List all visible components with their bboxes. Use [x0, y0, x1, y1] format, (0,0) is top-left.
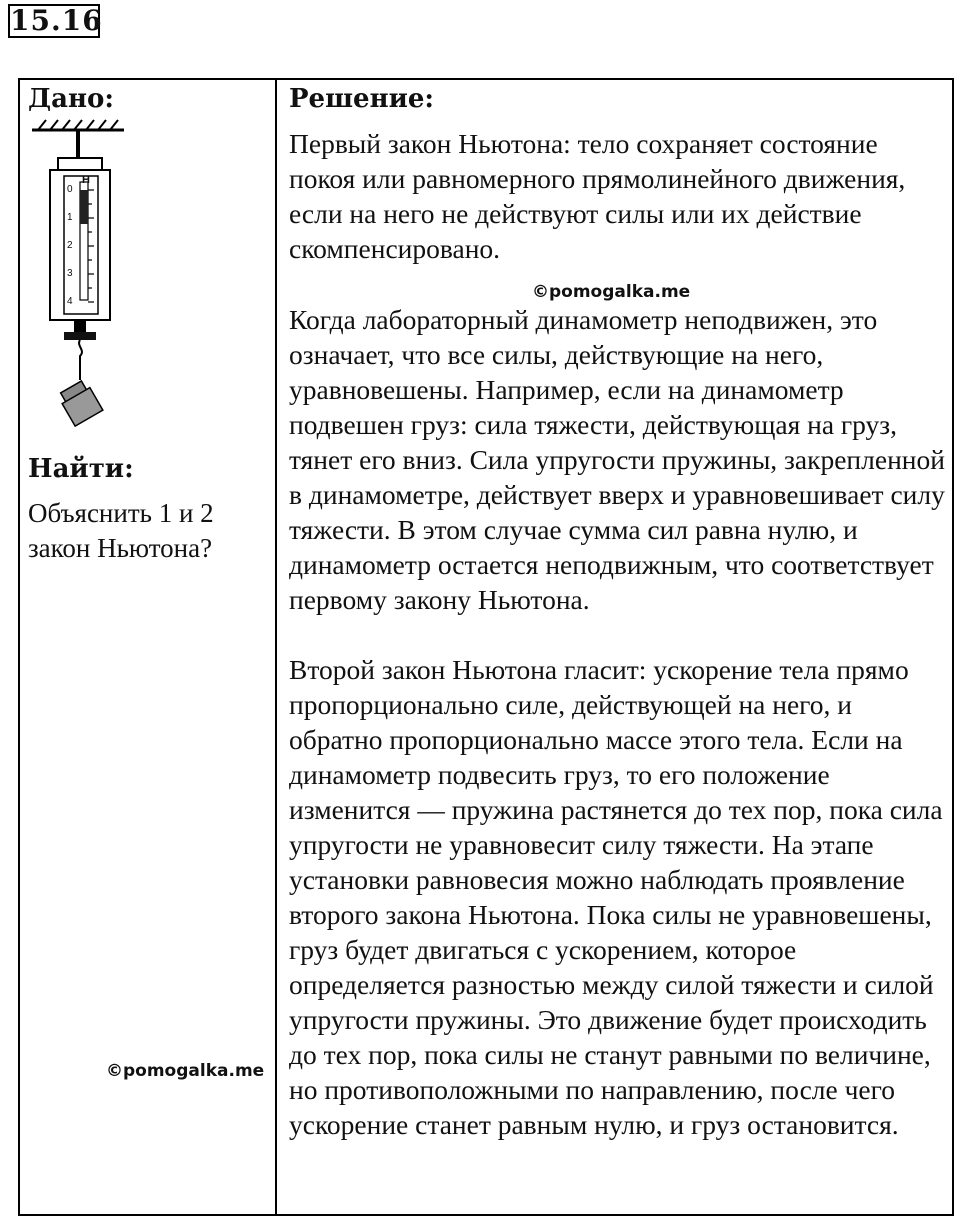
scale-unit: Н: [82, 174, 90, 186]
find-text: Объяснить 1 и 2 закон Ньютона?: [28, 498, 214, 563]
paragraph-first-law: Первый закон Ньютона: тело сохраняет состояние покоя или равномерного прямолинейного движения, если на него не действуют силы или их действие скомпенсировано.: [289, 128, 906, 264]
given-column: [20, 80, 275, 1214]
scale-label-3: 3: [67, 268, 73, 279]
find-heading: Найти:: [28, 454, 134, 484]
watermark-bottom: ©pomogalka.me: [106, 1061, 265, 1081]
ceiling-hatch: [32, 120, 124, 130]
given-heading: Дано:: [28, 84, 114, 114]
paragraph-second-law: Второй закон Ньютона гласит: ускорение тела прямо пропорционально силе, действующей на него, и обратно пропорционально массе этого тела. Если на динамометр подвесить груз, то его положение изменится — пружина растянется до тех пор, пока сила упругости не уравновесит силу тяжести. На этапе установки равновесия можно наблюдать проявление второго закона Ньютона. Пока силы не уравновешены, груз будет двигаться с ускорением, которое определяется разностью между силой тяжести и силой упругости пружины. Это движение будет происходить до тех пор, пока силы не станут равными по величине, но противоположными по направлению, после чего ускорение станет равным нулю, и груз остановится.: [289, 654, 943, 1140]
solution-column: [277, 80, 952, 1214]
scale-label-1: 1: [67, 212, 73, 223]
paragraph-dynamometer: Когда лабораторный динамометр неподвижен, это означает, что все силы, действующие на него, уравновешены. Например, если на динамометр подвешен груз: сила тяжести, действующая на груз, тянет его вниз. Сила упругости пружины, закрепленной в динамометре, действует вверх и уравновешивает силу тяжести. В этом случае сумма сил равна нулю, и динамометр остается неподвижным, что соответствует первому закону Ньютона.: [289, 304, 945, 615]
scale-label-4: 4: [67, 296, 73, 307]
watermark-top: ©pomogalka.me: [532, 282, 691, 302]
problem-number: 15.16: [10, 4, 103, 37]
solution-table: [18, 78, 954, 1216]
solution-heading: Решение:: [289, 84, 435, 114]
scale-label-2: 2: [67, 240, 73, 251]
dynamometer-illustration: [32, 118, 142, 448]
scale-label-0: 0: [67, 184, 73, 195]
weight: [57, 379, 103, 426]
